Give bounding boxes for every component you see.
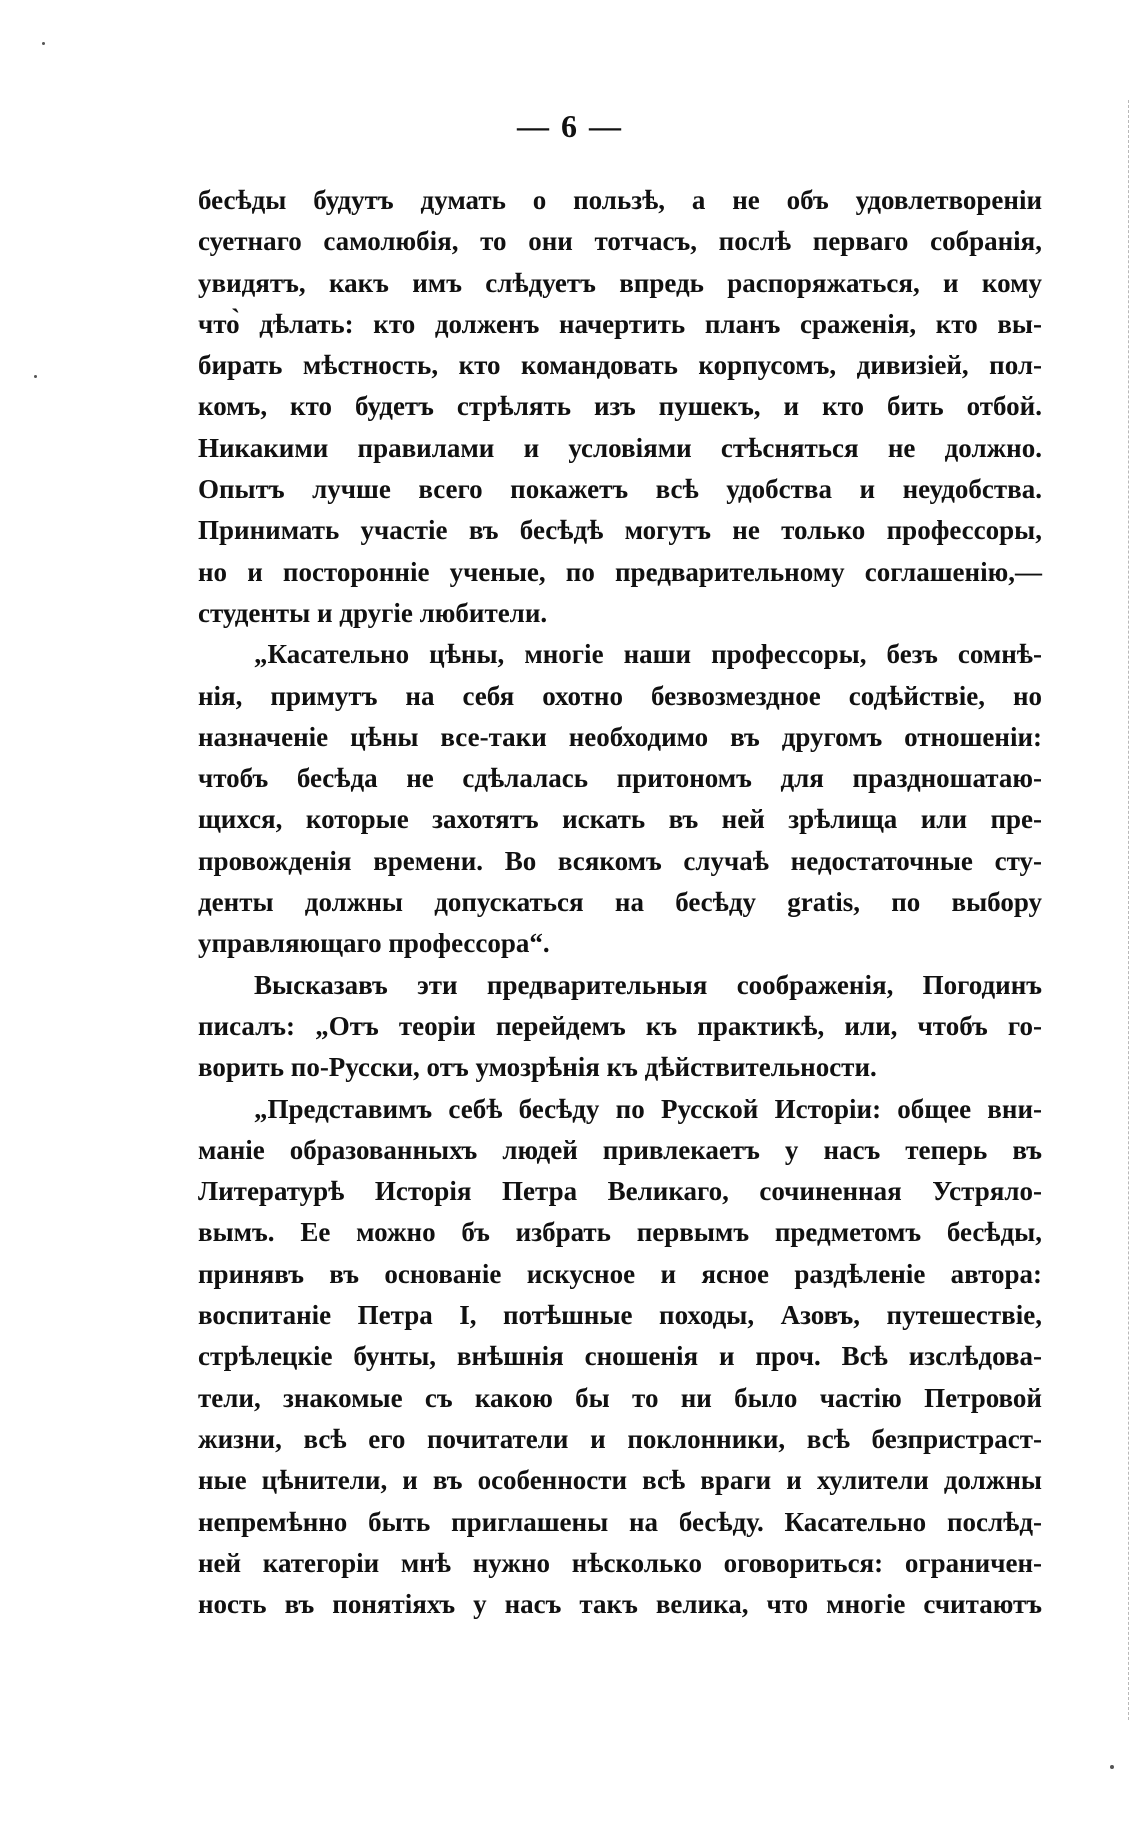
text-line: щихся, которые захотятъ искать въ ней зрѣлища или пре- bbox=[198, 804, 1042, 835]
text-line: студенты и другіе любители. bbox=[198, 597, 548, 628]
text-line: денты должны допускаться на бесѣду gratis, по выбору bbox=[198, 887, 1042, 918]
text-line: Принимать участіе въ бесѣдѣ могутъ не только профессоры, bbox=[198, 515, 1042, 546]
text-line: нія, примутъ на себя охотно безвозмездное содѣйствіе, но bbox=[198, 680, 1042, 711]
text-line: суетнаго самолюбія, то они тотчасъ, послѣ перваго собранія, bbox=[198, 226, 1042, 257]
scan-speck bbox=[42, 42, 45, 45]
text-line: ней категоріи мнѣ нужно нѣсколько оговориться: ограничен- bbox=[198, 1547, 1042, 1578]
text-line: но и посторонніе ученые, по предварительному соглашенію,— bbox=[198, 556, 1042, 587]
text-line: вымъ. Ее можно бъ избрать первымъ предметомъ бесѣды, bbox=[198, 1217, 1042, 1248]
text-line: бесѣды будутъ думать о пользѣ, а не объ удовлетворенiи bbox=[198, 185, 1042, 215]
text-line: увидятъ, какъ имъ слѣдуетъ впредь распоряжаться, и кому bbox=[198, 267, 1042, 298]
text-line: комъ, кто будетъ стрѣлять изъ пушекъ, и кто бить отбой. bbox=[198, 391, 1042, 422]
text-line: воспитаніе Петра I, потѣшные походы, Азовъ, путешествіе, bbox=[198, 1300, 1042, 1331]
body-text bbox=[198, 180, 1042, 1625]
text-line: бирать мѣстность, кто командовать корпусомъ, дивизіей, пол- bbox=[198, 350, 1042, 381]
text-line: чтобъ бесѣда не сдѣлалась притономъ для праздношатаю- bbox=[198, 763, 1042, 794]
page-number: — 6 — bbox=[517, 108, 623, 144]
scan-speck bbox=[1110, 1765, 1114, 1769]
text-line: ворить по-Русски, отъ умозрѣнія къ дѣйствительности. bbox=[198, 1052, 877, 1083]
text-line: непремѣнно быть приглашены на бесѣду. Касательно послѣд- bbox=[198, 1506, 1042, 1537]
text-line: Литературѣ Исторія Петра Великаго, сочиненная Устряло- bbox=[198, 1176, 1042, 1207]
text-line: Никакими правилами и условіями стѣсняться не должно. bbox=[198, 432, 1042, 463]
text-line: управляющаго профессора“. bbox=[198, 928, 550, 959]
text-line: ные цѣнители, и въ особенности всѣ враги и хулители должны bbox=[198, 1465, 1042, 1496]
text-line: назначеніе цѣны все-таки необходимо въ другомъ отношенiи: bbox=[198, 721, 1042, 752]
page-edge-rule bbox=[1128, 100, 1130, 1720]
paragraph-start-line: „Касательно цѣны, многіе наши профессоры, безъ сомнѣ- bbox=[254, 639, 1042, 670]
paragraph-start-line: Высказавъ эти предварительныя соображенія, Погодинъ bbox=[254, 969, 1042, 1000]
text-line: жизни, всѣ его почитатели и поклонники, всѣ безпристраст- bbox=[198, 1423, 1042, 1454]
text-line: маніе образованныхъ людей привлекаетъ у насъ теперь въ bbox=[198, 1134, 1042, 1165]
text-line: Опытъ лучше всего покажетъ всѣ удобства и неудобства. bbox=[198, 474, 1042, 505]
text-line: провожденія времени. Во всякомъ случаѣ недостаточные сту- bbox=[198, 845, 1042, 876]
scan-speck bbox=[34, 375, 37, 378]
text-line: стрѣлецкіе бунты, внѣшнія сношенія и проч. Всѣ изслѣдова- bbox=[198, 1341, 1042, 1372]
text-line: принявъ въ основаніе искусное и ясное раздѣленіе автора: bbox=[198, 1258, 1042, 1289]
paragraph-start-line: „Представимъ себѣ бесѣду по Русской Исторіи: общее вни- bbox=[254, 1093, 1042, 1124]
text-line: что̀ дѣлать: кто долженъ начертить планъ сраженія, кто вы- bbox=[198, 308, 1042, 339]
text-line: тели, знакомые съ какою бы то ни было частію Петровой bbox=[198, 1382, 1042, 1413]
text-line: ность въ понятіяхъ у насъ такъ велика, что многіе считаютъ bbox=[198, 1589, 1042, 1620]
text-line: писалъ: „Отъ теоріи перейдемъ къ практикѣ, или, чтобъ го- bbox=[198, 1010, 1042, 1041]
